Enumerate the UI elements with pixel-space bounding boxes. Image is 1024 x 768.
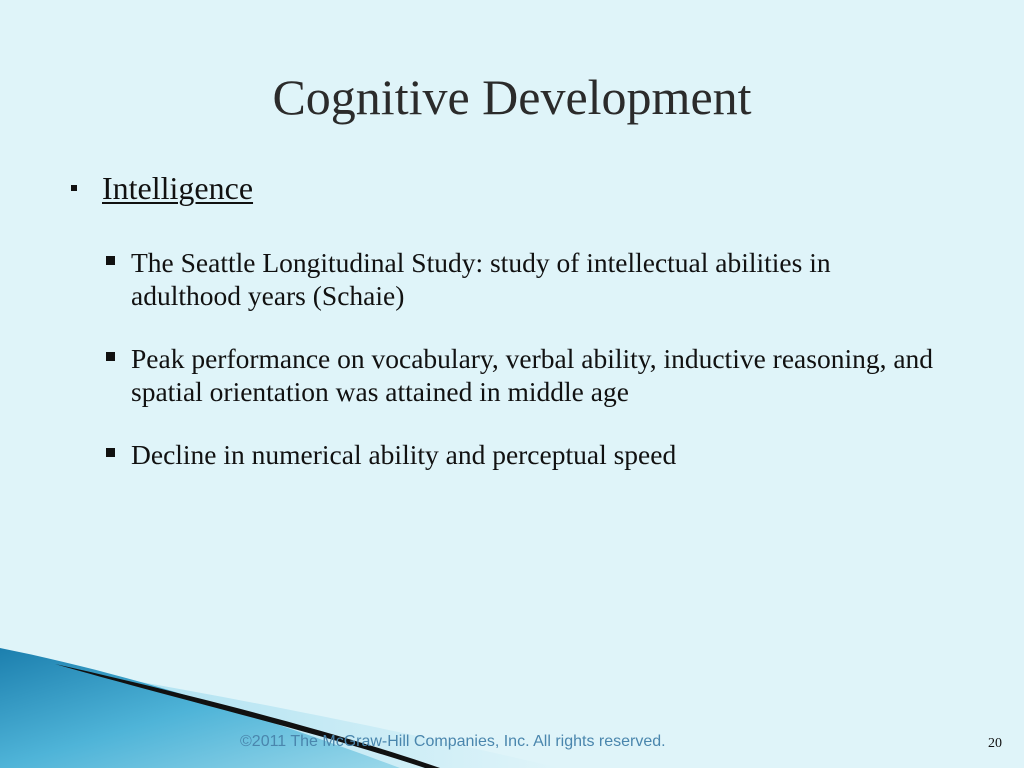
heading-bullet — [71, 168, 253, 208]
square-bullet-icon — [106, 256, 115, 265]
square-bullet-icon — [106, 352, 115, 361]
sub-bullet-list — [106, 246, 946, 501]
sub-bullet-text: Decline in numerical ability and perceptual speed — [131, 439, 677, 470]
sub-bullet-item — [106, 342, 946, 408]
square-bullet-icon — [106, 448, 115, 457]
page-number: 20 — [988, 736, 1002, 751]
slide-title: Cognitive Development — [272, 69, 752, 125]
sub-bullet-item — [106, 246, 946, 312]
sub-bullet-text: Peak performance on vocabulary, verbal ability, inductive reasoning, and spatial orientation was attained in middle age — [131, 343, 934, 407]
sub-bullet-item — [106, 438, 946, 471]
heading-bullet-text: Intelligence — [102, 170, 254, 206]
copyright-footer: ©2011 The McGraw-Hill Companies, Inc. All rights reserved. — [240, 733, 666, 750]
square-bullet-icon — [71, 185, 77, 191]
sub-bullet-text: The Seattle Longitudinal Study: study of intellectual abilities in adulthood years (Schaie) — [131, 247, 831, 311]
